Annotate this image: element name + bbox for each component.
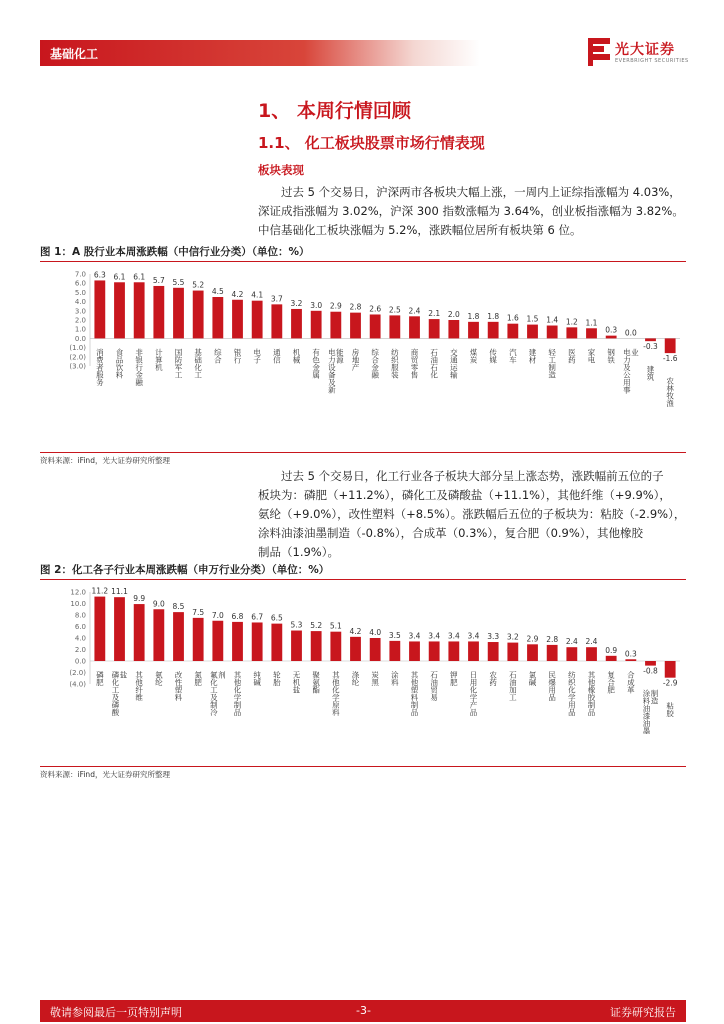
data-label: 2.0: [447, 310, 460, 319]
category-label-text: 电力及公用事: [622, 348, 632, 394]
section-subtitle: 1.1、 化工板块股票市场行情表现: [258, 134, 485, 152]
data-label: 1.5: [526, 314, 539, 324]
bar: [566, 647, 577, 661]
data-label: 4.5: [211, 287, 224, 296]
bar: [153, 609, 164, 661]
category-label-text: 合成革: [626, 671, 636, 694]
category-label: [272, 347, 281, 365]
category-label: [154, 347, 163, 372]
bar: [193, 618, 204, 661]
bar: [527, 325, 538, 339]
data-label: 3.2: [290, 298, 303, 308]
category-label-text: 石油加工: [508, 671, 518, 701]
header-bar: [40, 40, 480, 66]
data-label: 2.8: [546, 634, 559, 644]
category-label-text: 房地产: [351, 348, 360, 371]
category-label-text: 建材: [528, 348, 537, 364]
bar: [507, 324, 518, 339]
category-label: [311, 671, 320, 695]
bar: [665, 338, 676, 353]
category-label-text: 炭黑: [370, 671, 380, 686]
category-label: [95, 670, 104, 688]
category-label: [488, 670, 497, 687]
data-label: 3.4: [408, 631, 421, 641]
category-label-text: 通信: [272, 348, 282, 364]
category-label-text: 建筑: [646, 365, 655, 381]
category-label-text: 改性塑料: [174, 671, 183, 701]
y-tick-label: (2.0): [69, 669, 86, 677]
bar: [114, 597, 125, 661]
bar: [330, 312, 341, 339]
data-label: 2.8: [349, 302, 362, 312]
bar: [645, 661, 656, 666]
category-label-text: 电子: [252, 348, 262, 364]
category-label-text: 机械: [292, 348, 301, 364]
category-label-text: 商贸零售: [410, 348, 419, 379]
category-label: [390, 670, 399, 688]
category-label: [193, 347, 202, 379]
y-tick-label: 0.0: [74, 657, 86, 666]
category-label-text: 其他纤维: [134, 671, 144, 701]
category-label-text: 磷化工及磷酸: [111, 671, 120, 716]
footer-report-type: 证券研究报告: [610, 1006, 676, 1019]
category-label-text: 农药: [488, 671, 498, 686]
category-label: [410, 670, 419, 718]
data-label: 2.4: [565, 637, 578, 647]
data-label: 3.4: [428, 631, 441, 641]
data-label: 1.8: [487, 311, 500, 321]
bar: [94, 280, 105, 338]
category-label-text: 其他化学制品: [233, 671, 242, 716]
category-label-text: 综合: [213, 348, 223, 364]
category-label-text: 传媒: [488, 348, 498, 364]
category-label: [587, 670, 596, 718]
data-label: 3.7: [270, 294, 283, 304]
data-label: 4.1: [251, 290, 264, 300]
category-label: [547, 671, 556, 703]
y-tick-label: 1.0: [74, 325, 86, 334]
data-label: 2.5: [388, 305, 401, 315]
data-label: 3.0: [310, 300, 323, 310]
category-label-text: 综合金融: [370, 348, 380, 379]
bar: [252, 622, 263, 661]
category-label-text: 盐: [119, 671, 128, 679]
bar: [212, 297, 223, 338]
data-label: 6.7: [251, 612, 264, 622]
bar: [488, 642, 499, 661]
data-label: 1.6: [506, 313, 519, 323]
category-label-text: 纺织服装: [390, 348, 400, 379]
bar: [350, 313, 361, 339]
bar: [448, 641, 459, 661]
category-label-text: 石油贸易: [429, 671, 439, 701]
category-label-text: 聚氨酯: [311, 671, 321, 694]
category-label: [272, 670, 281, 688]
bar: [566, 327, 577, 338]
category-label: [233, 348, 242, 365]
category-label: [488, 347, 497, 365]
y-tick-label: 10.0: [70, 600, 86, 608]
figure1-source: 资料来源：iFind，光大证券研究所整理: [40, 452, 686, 466]
data-label: 1.8: [467, 311, 480, 321]
category-label: [209, 670, 226, 718]
y-tick-label: 0.0: [74, 334, 86, 343]
category-label-text: 煤炭: [469, 348, 478, 364]
data-label: 0.9: [605, 645, 618, 655]
bar: [468, 641, 479, 661]
y-tick-label: 2.0: [74, 316, 86, 325]
data-label: 6.3: [93, 270, 106, 280]
data-label: 0.3: [605, 325, 618, 335]
category-label-text: 纺织化学用品: [567, 671, 577, 716]
category-label-text: 磷肥: [95, 671, 105, 686]
bar: [547, 326, 558, 339]
bar: [330, 632, 341, 661]
figure2-title: 图 2：化工各子行业本周涨跌幅（申万行业分类）（单位：%）: [40, 562, 686, 580]
category-label-text: 涂料油漆油墨: [642, 689, 651, 735]
bar: [370, 638, 381, 661]
data-label: 5.7: [152, 275, 165, 285]
y-tick-label: 6.0: [74, 623, 86, 631]
category-label-text: 汽车: [508, 348, 518, 364]
bar: [586, 647, 597, 661]
category-label: [665, 700, 674, 718]
bar: [606, 656, 617, 661]
category-label-text: 氯碱: [528, 671, 537, 686]
figure1-title: 图 1：A 股行业本周涨跌幅（中信行业分类）（单位：%）: [40, 244, 686, 262]
category-label-text: 涤纶: [351, 671, 360, 686]
data-label: 0.3: [624, 649, 637, 659]
data-label: 2.6: [369, 304, 382, 314]
category-label-text: 其他塑料制品: [410, 671, 419, 716]
paragraph-line: 板块为：磷肥（+11.2%），磷化工及磷酸盐（+11.1%），其他纤维（+9.9%），: [258, 488, 671, 502]
category-label: [252, 670, 261, 688]
category-label-text: 农林牧渔: [665, 377, 675, 408]
data-label: 6.8: [231, 611, 244, 621]
bar: [429, 319, 440, 338]
category-label: [351, 670, 360, 687]
y-tick-label: 5.0: [74, 288, 86, 297]
report-category: 基础化工: [50, 47, 99, 61]
data-label: 3.4: [447, 631, 460, 641]
bar: [409, 316, 420, 338]
figure2-svg: [40, 580, 686, 764]
section-title: 1、 本周行情回顾: [258, 100, 411, 122]
category-label: [587, 347, 596, 364]
bar: [232, 300, 243, 339]
bar: [389, 641, 400, 661]
paragraph-subsectors: [258, 467, 688, 562]
bar: [134, 604, 145, 661]
y-tick-label: 12.0: [70, 588, 86, 597]
data-label: 6.5: [270, 613, 283, 623]
y-tick-label: (1.0): [69, 344, 86, 353]
category-label: [528, 347, 537, 365]
data-label: -2.9: [662, 678, 678, 688]
paragraph-line: 氨纶（+9.0%），改性塑料（+8.5%）。涨跌幅后五位的子板块为：粘胶（-2.9%），: [258, 507, 686, 521]
data-label: 1.4: [546, 315, 559, 325]
bar: [507, 643, 518, 661]
bar: [252, 301, 263, 339]
bar: [645, 338, 656, 341]
section-subhead: 板块表现: [258, 163, 304, 177]
data-label: 2.1: [428, 309, 441, 319]
category-label: [370, 347, 379, 380]
paragraph-line: 过去 5 个交易日，沪深两市各板块大幅上涨，一周内上证综指涨幅为 4.03%，: [258, 185, 681, 199]
paragraph-line: 涂料油漆油墨制造（-0.8%），合成革（0.3%），复合肥（0.9%），其他橡胶: [258, 526, 644, 540]
bar: [468, 322, 479, 339]
data-label: 3.4: [467, 631, 480, 641]
bar: [153, 286, 164, 338]
category-label-text: 粘胶: [665, 701, 675, 717]
category-label-text: 医药: [567, 348, 577, 364]
y-tick-label: 6.0: [74, 279, 86, 288]
category-label-text: 石油石化: [429, 348, 439, 379]
bar: [429, 641, 440, 661]
data-label: 5.3: [290, 620, 303, 630]
bar: [527, 644, 538, 661]
category-label: [665, 376, 674, 409]
paragraph-line: 深证成指涨幅为 3.02%，沪深 300 指数涨幅为 3.64%，创业板指涨幅为 3.82%。: [258, 204, 684, 218]
bar: [94, 597, 105, 661]
paragraph-line: 制品（1.9%）。: [258, 545, 339, 559]
category-label: [174, 348, 183, 379]
category-label: [508, 347, 517, 365]
data-label: 5.5: [172, 277, 185, 287]
data-label: -0.8: [643, 666, 658, 676]
data-label: 5.2: [310, 621, 323, 631]
paragraph-market: [258, 183, 688, 240]
bar: [586, 328, 597, 338]
category-label-text: 纯碱: [252, 671, 262, 686]
category-label: [646, 364, 655, 382]
bar: [350, 637, 361, 661]
category-label-text: 氮肥: [193, 671, 203, 686]
category-label-text: 业: [630, 348, 640, 356]
category-label: [606, 347, 615, 365]
data-label: 9.9: [133, 594, 146, 604]
category-label: [111, 670, 128, 718]
category-label: [95, 347, 104, 387]
bar: [134, 282, 145, 338]
data-label: -0.3: [643, 342, 658, 352]
category-label: [233, 670, 242, 718]
category-label-text: 无机盐: [292, 671, 301, 694]
data-label: 7.0: [211, 610, 224, 620]
data-label: 2.9: [526, 634, 539, 644]
category-label: [292, 671, 301, 694]
category-label: [213, 347, 222, 365]
data-label: 5.2: [192, 280, 205, 290]
category-label-text: 国防军工: [174, 348, 183, 379]
bar: [114, 282, 125, 338]
category-label: [606, 670, 615, 695]
data-label: 2.4: [408, 306, 421, 316]
category-label: [115, 347, 124, 380]
data-label: 3.3: [487, 632, 500, 642]
y-tick-label: (2.0): [69, 353, 86, 362]
category-label-text: 轮胎: [272, 671, 282, 686]
data-label: 3.5: [388, 630, 401, 640]
bar: [232, 622, 243, 661]
logo-name: 光大证券: [615, 42, 675, 58]
data-label: 7.5: [192, 607, 205, 617]
bar: [488, 322, 499, 339]
bar: [193, 291, 204, 339]
bar: [212, 621, 223, 661]
data-label: 6.1: [133, 272, 146, 282]
logo-mark-icon: [588, 38, 610, 66]
paragraph-line: 中信基础化工板块涨幅为 5.2%，涨跌幅位居所有板块第 6 位。: [258, 223, 582, 237]
category-label: [370, 670, 379, 688]
bar: [665, 661, 676, 678]
category-label-text: 基础化工: [193, 348, 203, 379]
data-label: 2.9: [329, 301, 342, 311]
data-label: 1.1: [585, 318, 598, 328]
paragraph-line: 过去 5 个交易日，化工行业各子板块大部分呈上涨态势，涨跌幅前五位的子: [258, 469, 664, 483]
category-label: [429, 348, 438, 380]
bar: [271, 304, 282, 338]
figure1-chart: [40, 262, 686, 452]
bar: [448, 320, 459, 338]
bar: [625, 659, 636, 661]
bar: [370, 314, 381, 338]
data-label: 3.2: [506, 632, 519, 642]
data-label: 4.2: [349, 626, 362, 636]
category-label-text: 氟化工及制冷: [209, 671, 219, 716]
category-label-text: 有色金属: [311, 348, 321, 379]
category-label: [311, 347, 320, 380]
category-label: [429, 671, 438, 703]
bar: [173, 288, 184, 339]
y-tick-label: 4.0: [74, 634, 86, 643]
bar: [173, 612, 184, 661]
category-label: [469, 347, 478, 365]
y-tick-label: (4.0): [69, 680, 86, 689]
category-label-text: 民爆用品: [547, 671, 557, 701]
data-label: 11.1: [111, 587, 128, 597]
category-label-text: 计算机: [154, 348, 164, 371]
category-label-text: 能源: [335, 348, 345, 364]
y-tick-label: (3.0): [69, 362, 86, 371]
bar: [606, 336, 617, 339]
figure2-chart: [40, 580, 686, 764]
logo-subtitle: EVERBRIGHT SECURITIES: [615, 58, 689, 64]
y-tick-label: 3.0: [74, 307, 86, 316]
page-number: -3-: [356, 1004, 371, 1017]
category-label-text: 氨纶: [154, 671, 164, 686]
bar: [271, 624, 282, 661]
category-label-text: 轻工制造: [547, 348, 557, 379]
category-label: [410, 347, 419, 380]
category-label: [390, 347, 399, 380]
data-label: 2.4: [585, 637, 598, 647]
category-label-text: 制造: [650, 689, 659, 705]
category-label: [134, 347, 143, 387]
category-label: [449, 347, 458, 380]
category-label-text: 涂料: [390, 671, 400, 686]
category-label: [567, 348, 576, 364]
category-label-text: 银行: [233, 348, 242, 364]
data-label: 11.2: [91, 586, 109, 596]
bar: [291, 631, 302, 661]
category-label-text: 日用化学产品: [469, 671, 478, 716]
bar: [311, 311, 322, 339]
brand-logo: [588, 38, 688, 68]
category-label: [469, 671, 478, 718]
category-label: [351, 347, 360, 372]
category-label: [642, 688, 659, 734]
category-label: [528, 670, 537, 688]
data-label: 0.0: [624, 328, 637, 338]
data-label: 1.2: [565, 317, 578, 327]
data-label: 9.0: [152, 599, 165, 609]
category-label-text: 交通运输: [449, 348, 459, 379]
page-footer: [40, 1000, 686, 1022]
y-tick-label: 8.0: [74, 611, 86, 620]
category-label: [449, 670, 458, 688]
category-label-text: 消费者服务: [95, 348, 105, 386]
bar: [389, 315, 400, 338]
category-label-text: 其他化学原料: [331, 671, 341, 716]
figure1-svg: [40, 262, 686, 452]
data-label: -1.6: [662, 354, 678, 364]
y-tick-label: 2.0: [74, 646, 86, 654]
category-label: [547, 347, 556, 380]
footer-disclaimer: 敬请参阅最后一页特别声明: [50, 1006, 182, 1019]
category-label: [292, 347, 301, 365]
category-label: [193, 670, 202, 688]
category-label-text: 复合肥: [606, 671, 616, 694]
data-label: 4.0: [369, 628, 382, 637]
figure2-source: 资料来源：iFind，光大证券研究所整理: [40, 766, 686, 780]
data-label: 6.1: [113, 272, 126, 282]
bar: [291, 309, 302, 338]
category-label-text: 钾肥: [449, 671, 459, 686]
category-label: [134, 670, 143, 703]
category-label: [252, 347, 261, 364]
category-label-text: 非银行金融: [134, 348, 144, 386]
category-label: [174, 670, 183, 703]
category-label-text: 剂: [217, 671, 227, 679]
category-label: [567, 670, 576, 718]
bar: [547, 645, 558, 661]
category-label: [508, 671, 517, 702]
category-label: [626, 670, 635, 695]
category-label-text: 其他橡胶制品: [587, 671, 596, 716]
y-tick-label: 4.0: [74, 298, 86, 307]
category-label: [327, 347, 344, 395]
category-label: [622, 347, 639, 394]
category-label-text: 电力设备及新: [327, 348, 337, 394]
bar: [311, 631, 322, 661]
data-label: 4.2: [231, 289, 244, 299]
category-label-text: 钢铁: [606, 348, 616, 364]
category-label: [154, 670, 163, 687]
category-label-text: 家电: [587, 348, 596, 364]
data-label: 8.5: [172, 602, 185, 612]
category-label: [331, 670, 340, 718]
bar: [409, 641, 420, 661]
y-tick-label: 7.0: [74, 270, 86, 279]
data-label: 5.1: [329, 621, 342, 631]
category-label-text: 食品饮料: [115, 348, 124, 379]
